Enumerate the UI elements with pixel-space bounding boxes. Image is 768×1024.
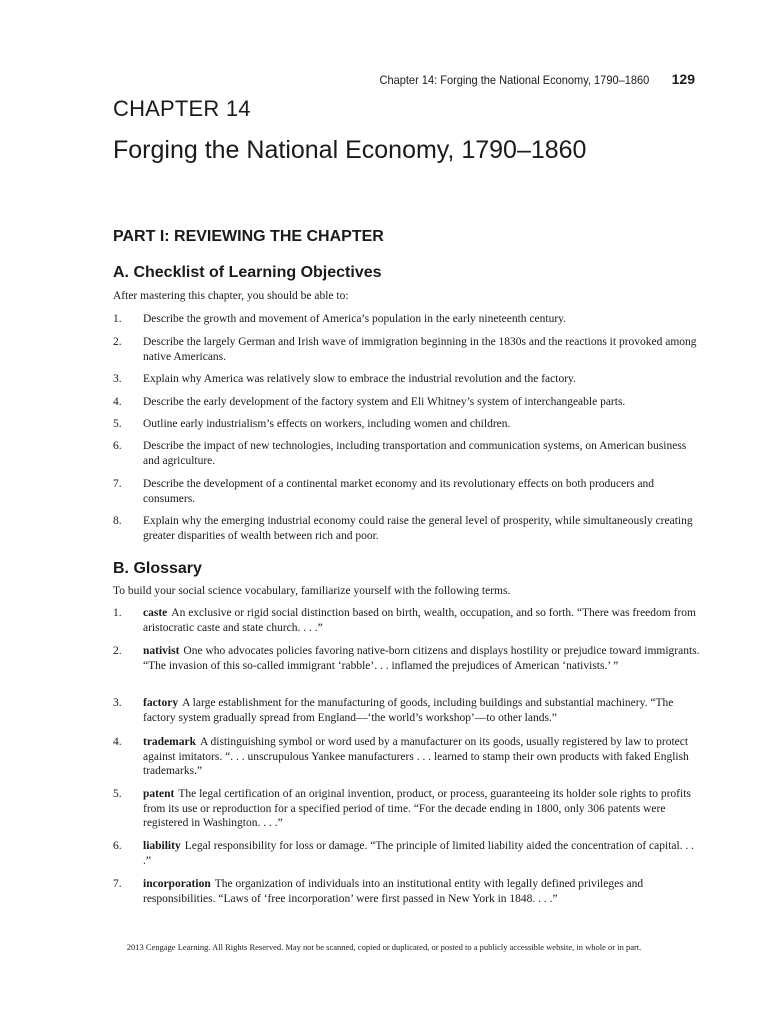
- glossary-item: [113, 839, 703, 868]
- list-item: [113, 395, 625, 410]
- item-text: Describe the development of a continental market economy and its revolutionary effects on both producers and consumers.: [143, 478, 655, 505]
- glossary-definition: A large establishment for the manufacturing of goods, including buildings and substantial machinery. “The factory system gradually spread from England—‘the world’s workshop’—to other lands.”: [143, 697, 674, 724]
- item-number: 6.: [113, 440, 122, 452]
- glossary-definition: One who advocates policies favoring native-born citizens and displays hostility or prejudice toward immigrants. “The invasion of this so-called immigrant ‘rabble’. . . inflamed the prejudices of American ‘nativists.’ ”: [143, 645, 700, 672]
- glossary-item: [113, 787, 703, 831]
- glossary-term: factory: [143, 697, 179, 709]
- glossary-term: trademark: [143, 736, 197, 748]
- glossary-item: [113, 877, 703, 906]
- item-text: Describe the growth and movement of America’s population in the early nineteenth century.: [143, 313, 567, 325]
- copyright-footer: 2013 Cengage Learning. All Rights Reserved. May not be scanned, copied or duplicated, or posted to a publicly accessible website, in whole or in part.: [126, 942, 642, 952]
- item-number: 2.: [113, 645, 122, 657]
- glossary-term: liability: [143, 840, 181, 852]
- glossary-heading: B. Glossary: [113, 560, 202, 577]
- item-number: 3.: [113, 373, 122, 385]
- glossary-item: [113, 606, 703, 635]
- glossary-term: patent: [143, 788, 175, 800]
- list-item: [113, 312, 566, 327]
- item-text: Outline early industrialism’s effects on workers, including women and children.: [143, 418, 511, 430]
- running-title: Chapter 14: Forging the National Economy, 1790–1860: [379, 73, 650, 87]
- list-item: [113, 417, 510, 432]
- item-number: 8.: [113, 515, 122, 527]
- item-number: 7.: [113, 478, 122, 490]
- list-item: [113, 372, 576, 387]
- item-number: 1.: [113, 607, 122, 619]
- item-text: Describe the early development of the factory system and Eli Whitney’s system of interchangeable parts.: [143, 396, 626, 408]
- glossary-definition: An exclusive or rigid social distinction based on birth, wealth, occupation, and so forth. “There was freedom from aristocratic caste and state church. . . .”: [143, 607, 696, 634]
- glossary-term: caste: [143, 607, 168, 619]
- list-item: [113, 514, 703, 543]
- item-number: 4.: [113, 396, 122, 408]
- glossary-item: [113, 644, 703, 673]
- item-number: 3.: [113, 697, 122, 709]
- glossary-definition: The organization of individuals into an institutional entity with legally defined privileges and responsibilities. “Laws of ‘free incorporation’ were first passed in New York in 1848. . . .”: [143, 878, 644, 905]
- item-number: 5.: [113, 788, 122, 800]
- running-header: [340, 71, 695, 87]
- glossary-item: [113, 696, 703, 725]
- glossary-term: nativist: [143, 645, 180, 657]
- part-heading: PART I: REVIEWING THE CHAPTER: [113, 228, 384, 245]
- item-number: 4.: [113, 736, 122, 748]
- item-text: Describe the impact of new technologies, including transportation and communication systems, on American business and agriculture.: [143, 440, 687, 467]
- objectives-heading: A. Checklist of Learning Objectives: [113, 264, 382, 281]
- list-item: [113, 477, 703, 506]
- glossary-definition: Legal responsibility for loss or damage. “The principle of limited liability aided the concentration of capital. . . .”: [143, 840, 695, 867]
- item-number: 5.: [113, 418, 122, 430]
- list-item: [113, 439, 703, 468]
- objectives-intro: After mastering this chapter, you should be able to:: [113, 290, 349, 302]
- item-text: Describe the largely German and Irish wave of immigration beginning in the 1830s and the reactions it provoked among native Americans.: [143, 336, 697, 363]
- page-number: 129: [671, 71, 695, 87]
- chapter-label: CHAPTER 14: [113, 96, 251, 121]
- glossary-definition: The legal certification of an original invention, product, or process, guaranteeing its holder sole rights to profits from its use or reproduction for a specified period of time. “For the decade ending in 1800, only 306 patents were registered in Washington. . . .”: [143, 788, 691, 829]
- chapter-title: Forging the National Economy, 1790–1860: [113, 136, 587, 164]
- list-item: [113, 335, 703, 364]
- glossary-term: incorporation: [143, 878, 211, 890]
- item-number: 2.: [113, 336, 122, 348]
- glossary-item: [113, 735, 703, 779]
- glossary-definition: A distinguishing symbol or word used by a manufacturer on its goods, usually registered by law to protect against imitators. “. . . unscrupulous Yankee manufacturers . . . learned to stamp their own products with faked English trademarks.”: [143, 736, 689, 777]
- item-text: Explain why America was relatively slow to embrace the industrial revolution and the factory.: [143, 373, 576, 385]
- item-number: 1.: [113, 313, 122, 325]
- glossary-intro: To build your social science vocabulary, familiarize yourself with the following terms.: [113, 585, 511, 597]
- item-text: Explain why the emerging industrial economy could raise the general level of prosperity, while simultaneously creating greater disparities of wealth between rich and poor.: [143, 515, 693, 542]
- item-number: 7.: [113, 878, 122, 890]
- item-number: 6.: [113, 840, 122, 852]
